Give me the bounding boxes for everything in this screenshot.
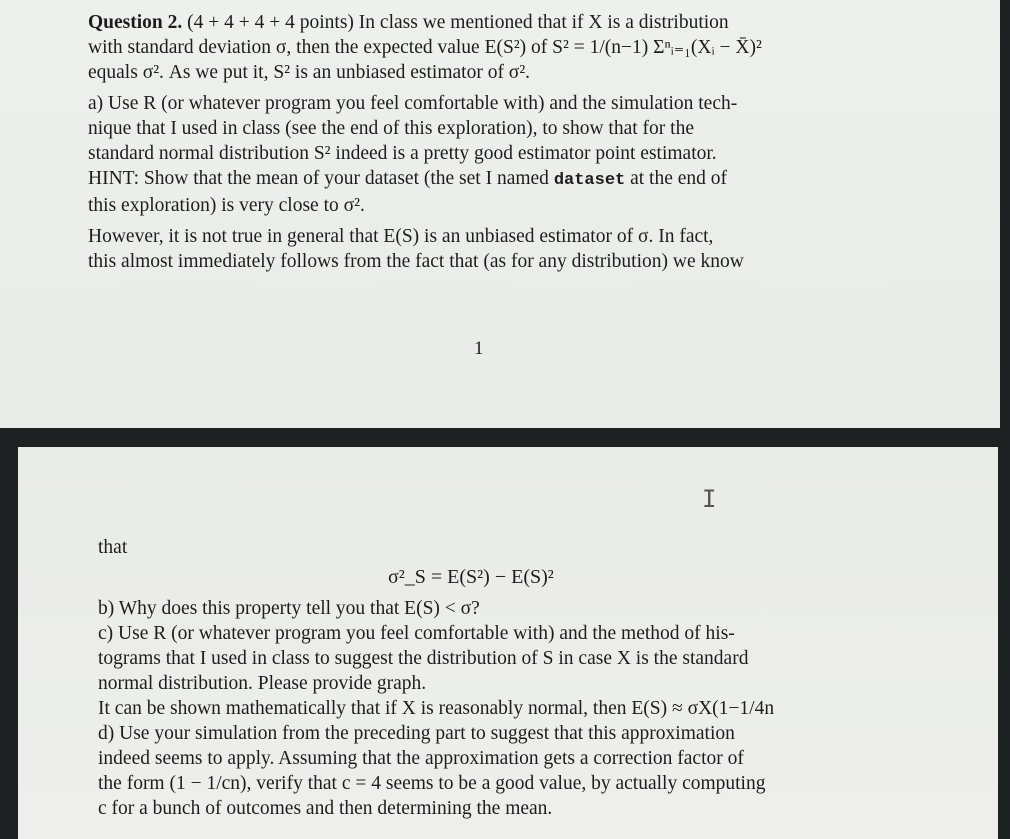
variance-equation: σ²_S = E(S²) − E(S)² — [388, 566, 554, 588]
part-c-line: normal distribution. Please provide graph. — [98, 673, 427, 694]
text-line: However, it is not true in general that E(S) is an unbiased estimator of σ. In fact, — [88, 226, 714, 247]
text-line: with standard deviation σ, then the expected value E(S²) of S² = 1/(n−1) Σⁿᵢ₌₁(Xᵢ − X̄)² — [88, 37, 762, 58]
worksheet-page-2 — [18, 447, 998, 839]
hint-text-end: at the end of — [625, 168, 728, 189]
hint-line: this exploration) is very close to σ². — [88, 195, 365, 216]
part-c-line: c) Use R (or whatever program you feel comfortable with) and the method of his- — [98, 623, 735, 644]
part-d-line: the form (1 − 1/cn), verify that c = 4 seems to be a good value, by actually computing — [98, 773, 766, 794]
text-line: this almost immediately follows from the fact that (as for any distribution) we know — [88, 251, 744, 272]
that-text: that — [98, 537, 128, 558]
part-a-line: nique that I used in class (see the end of this exploration), to show that for the — [88, 118, 694, 139]
part-d-line: indeed seems to apply. Assuming that the approximation gets a correction factor of — [98, 748, 744, 769]
part-b-line: b) Why does this property tell you that E(S) < σ? — [98, 598, 480, 619]
question-intro: (4 + 4 + 4 + 4 points) In class we mentioned that if X is a distribution — [187, 12, 729, 33]
part-a-line: standard normal distribution S² indeed is a pretty good estimator point estimator. — [88, 143, 717, 164]
hint-line — [88, 166, 970, 193]
dataset-code: dataset — [553, 171, 626, 190]
part-a-line: a) Use R (or whatever program you feel comfortable with) and the simulation tech- — [88, 93, 738, 114]
text-line: equals σ². As we put it, S² is an unbiased estimator of σ². — [88, 62, 531, 83]
question-header — [88, 10, 970, 35]
part-d-line: c for a bunch of outcomes and then determining the mean. — [98, 798, 553, 819]
text-cursor-icon: I — [702, 485, 717, 513]
part-c-line: tograms that I used in class to suggest the distribution of S in case X is the standard — [98, 648, 749, 669]
hint-text: HINT: Show that the mean of your dataset (the set I named — [88, 168, 554, 189]
question-label: Question 2. — [88, 12, 183, 33]
approximation-line: It can be shown mathematically that if X is reasonably normal, then E(S) ≈ σX(1−1/4n — [98, 698, 775, 719]
page-number: 1 — [474, 338, 484, 359]
part-d-line: d) Use your simulation from the preceding part to suggest that this approximation — [98, 723, 735, 744]
